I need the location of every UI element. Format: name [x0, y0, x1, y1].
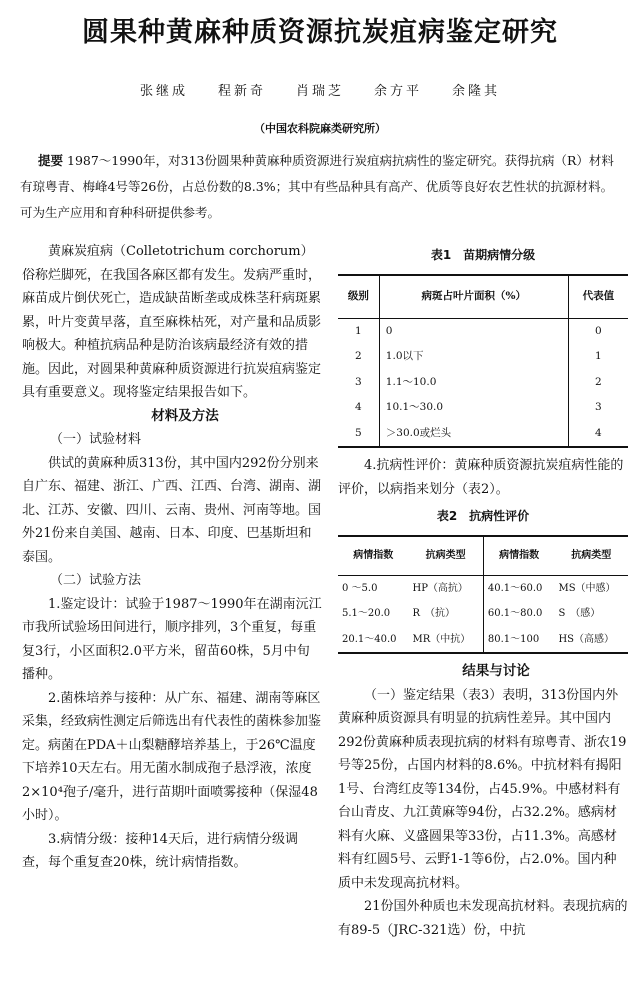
table2-header: 病情指数 [483, 536, 554, 576]
table-cell: S （感） [558, 608, 601, 619]
table-cell: HS（高感） [558, 633, 615, 645]
table-cell: 2 [355, 350, 362, 362]
abstract-text: 1987～1990年，对313份圆果种黄麻种质资源进行炭疽病抗病性的鉴定研究。获得抗病（R）材料有琼粤青、梅峰4号等26份，占总份数的8.3%；其中有些品种具有高产、优质等良好农艺性状的抗源材料。可为生产应用和育种科研提供参考。 [20, 153, 614, 220]
table2-caption: 表2 抗病性评价 [436, 509, 530, 523]
table-row [338, 395, 628, 421]
design-paragraph: 1.鉴定设计：试验于1987～1990年在湖南沅江市我所试验场田间进行，顺序排列，3个重复，每重复3行，小区面积2.0平方米，留苗60株，5月中旬播种。 [22, 596, 322, 682]
inoculation-paragraph: 2.菌株培养与接种：从广东、福建、湖南等麻区采集，经致病性测定后筛选出有代表性的菌株参加鉴定。病菌在PDA＋山梨糖酵培养基上，于26℃温度下培养10天左右。用无菌水制成孢子悬浮液，浓度2×10⁴孢子/毫升，进行苗期叶面喷雾接种（保湿48小时）。 [22, 690, 322, 823]
table-cell: 1.1～10.0 [379, 370, 568, 396]
author: 肖瑞芝 [295, 84, 344, 99]
table-row [338, 344, 628, 370]
table-cell: 5 [355, 426, 362, 439]
table-cell: 1 [355, 324, 362, 337]
abstract-label: 提要 [38, 153, 64, 168]
table1-header: 病斑占叶片面积（%） [379, 275, 568, 319]
grading-paragraph: 3.病情分级：接种14天后，进行病情分级调查，每个重复查20株，统计病情指数。 [22, 831, 298, 870]
abstract [20, 148, 620, 226]
table-cell: HP（高抗） [412, 582, 468, 594]
author: 张继成 [139, 84, 188, 99]
table-cell: 10.1～30.0 [379, 395, 568, 421]
table-cell: R （抗） [412, 608, 455, 619]
author: 余方平 [374, 84, 423, 99]
table-row [338, 601, 628, 627]
right-column [338, 240, 628, 942]
table1-caption: 表1 苗期病情分级 [430, 248, 536, 262]
table-row [338, 370, 628, 396]
table-cell: 0 [379, 318, 568, 344]
table-cell: 0 ～5.0 [342, 582, 378, 594]
author: 余隆其 [452, 84, 501, 99]
table-cell: MS（中感） [558, 582, 616, 594]
table-cell: 40.1～60.0 [483, 575, 554, 601]
table-cell: 3 [355, 375, 362, 388]
evaluation-paragraph: 4.抗病性评价：黄麻种质资源抗炭疽病性能的评价，以病指来划分（表2）。 [338, 458, 624, 497]
paper-title: 圆果种黄麻种质资源抗炭疽病鉴定研究 [82, 17, 558, 48]
section-heading-methods: 材料及方法 [151, 407, 219, 424]
affiliation: （中国农科院麻类研究所） [254, 122, 386, 135]
author-list [0, 80, 640, 99]
table-cell: 80.1～100 [483, 627, 554, 654]
subsection-heading-materials: （一）试验材料 [50, 432, 142, 447]
table1-header: 级别 [338, 275, 379, 319]
table-row [338, 575, 628, 601]
table-cell: 4 [355, 401, 362, 413]
section-heading-results: 结果与讨论 [462, 663, 530, 679]
table1-disease-grading [338, 274, 628, 449]
table-cell: 2 [568, 370, 628, 396]
table-cell: ＞30.0或烂头 [379, 421, 568, 448]
left-column [22, 240, 322, 875]
foreign-results-paragraph: 21份国外种质也未发现高抗材料。表现抗病的有89-5（JRC-321选）份，中抗 [338, 899, 628, 938]
table-cell: 60.1～80.0 [483, 601, 554, 627]
table-cell: 3 [568, 395, 628, 421]
intro-paragraph: 黄麻炭疽病（Colletotrichum corchorum）俗称烂脚死，在我国各麻区都有发生。发病严重时，麻苗成片倒伏死亡，造成缺苗断垄或成株茎秆病斑累累，叶片变黄早落，直至麻株枯死，对产量和品质影响极大。种植抗病品种是防治该病最经济有效的措施。因此，对圆果种黄麻种质资源进行抗炭疽病鉴定具有重要意义。现将鉴定结果报告如下。 [22, 244, 322, 400]
table-cell: 1 [568, 344, 628, 370]
table-cell: 4 [568, 421, 628, 448]
table2-resistance-evaluation [338, 535, 628, 655]
table-row [338, 421, 628, 448]
table-cell: 20.1～40.0 [342, 633, 397, 645]
table-cell: 1.0以下 [379, 344, 568, 370]
table2-header: 抗病类型 [554, 536, 628, 576]
table2-header: 病情指数 [338, 536, 408, 576]
table-cell: 0 [568, 318, 628, 344]
table1-header: 代表值 [568, 275, 628, 319]
table-cell: MR（中抗） [412, 633, 471, 645]
materials-paragraph: 供试的黄麻种质313份，其中国内292份分别来自广东、福建、浙江、广西、江西、台湾、湖南、湖北、江苏、安徽、四川、云南、贵州、河南等地。国外21份来自美国、越南、日本、印度、巴基斯坦和泰国。 [22, 455, 322, 565]
table-cell: 5.1～20.0 [342, 608, 391, 619]
table-row [338, 627, 628, 654]
table-row [338, 318, 628, 344]
table2-header: 抗病类型 [408, 536, 483, 576]
author: 程新奇 [217, 84, 266, 99]
results-paragraph: （一）鉴定结果（表3）表明，313份国内外黄麻种质资源具有明显的抗病性差异。其中国内292份黄麻种质表现抗病的材料有琼粤青、浙农19号等25份，占国内材料的8.6%。中抗材料有揭阳1号、台湾红皮等134份，占45.9%。中感材料有台山青皮、九江黄麻等94份，占32.2%。感病材料有火麻、义盛圆果等33份，占11.3%。高感材料有红圆5号、云野1-1等6份，占2.0%。国内种质中未发现高抗材料。 [338, 687, 627, 891]
subsection-heading-methods: （二）试验方法 [50, 573, 142, 588]
